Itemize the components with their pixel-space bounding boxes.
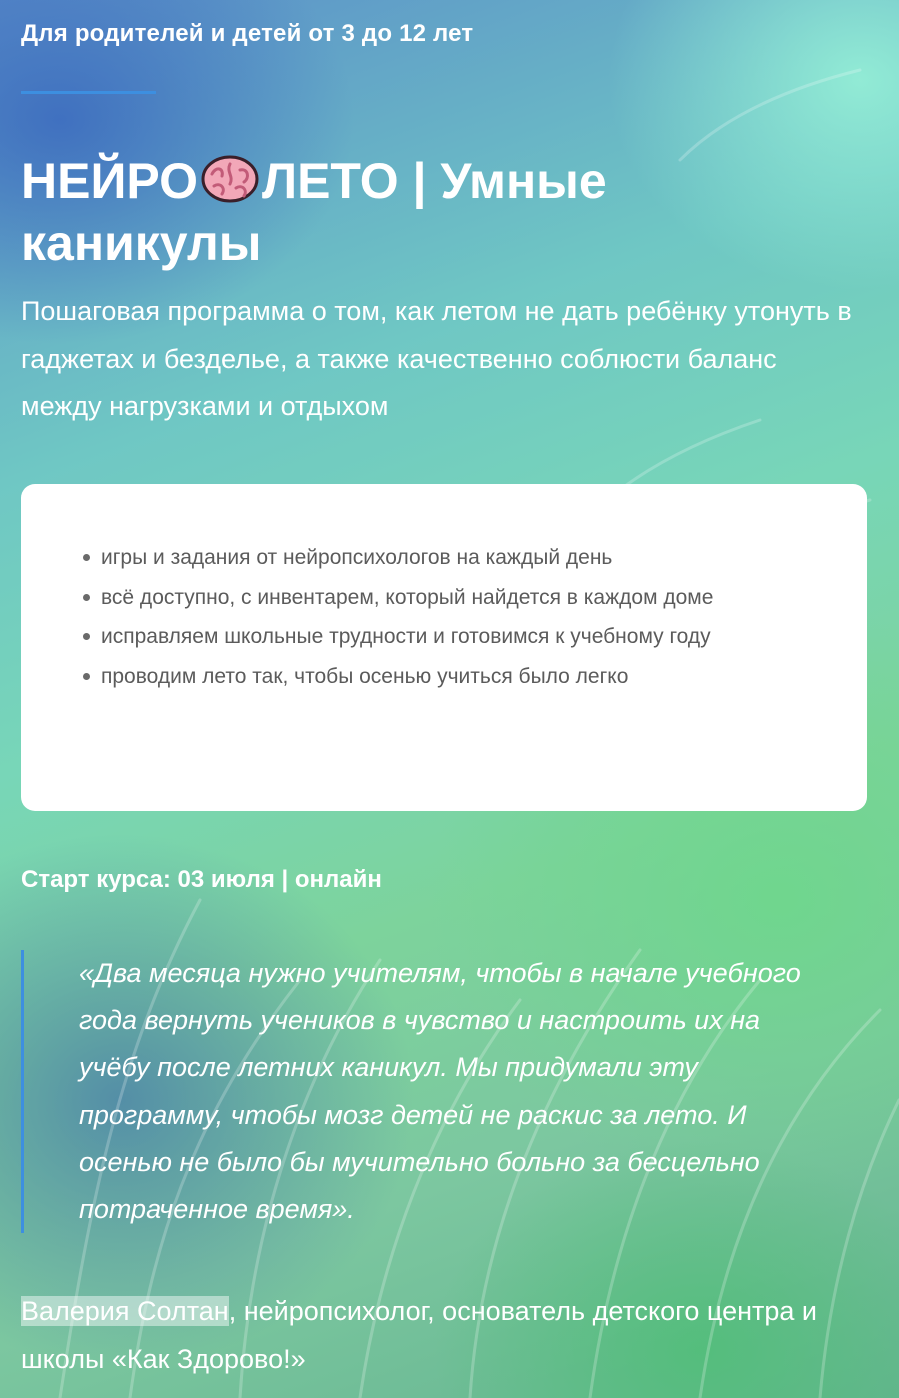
feature-item: всё доступно, с инвентарем, который найдется в каждом доме <box>101 578 821 618</box>
quote-accent-bar <box>21 950 24 1233</box>
features-list <box>101 538 821 696</box>
author-credit <box>21 1288 841 1383</box>
audience-label: Для родителей и детей от 3 до 12 лет <box>21 20 474 47</box>
quote-text: «Два месяца нужно учителям, чтобы в начале учебного года вернуть учеников в чувство и настроить их на учёбу после летних каникул. Мы придумали эту программу, чтобы мозг детей не раскис за лето. И осенью не было бы мучительно больно за бесцельно потраченное время». <box>79 958 801 1225</box>
feature-item: игры и задания от нейропсихологов на каждый день <box>101 538 821 578</box>
page-title <box>21 150 841 274</box>
feature-item: исправляем школьные трудности и готовимся к учебному году <box>101 617 821 657</box>
title-part1: НЕЙРО <box>21 153 198 209</box>
accent-divider <box>21 91 156 94</box>
features-card <box>21 484 867 811</box>
author-description: , нейропсихолог, основатель детского центра и школы «Как Здорово!» <box>21 1296 818 1374</box>
brain-icon <box>200 154 260 204</box>
course-start: Старт курса: 03 июля | онлайн <box>21 866 382 893</box>
author-name: Валерия Солтан <box>21 1296 229 1326</box>
feature-item: проводим лето так, чтобы осенью учиться было легко <box>101 657 821 697</box>
page-subtitle: Пошаговая программа о том, как летом не дать ребёнку утонуть в гаджетах и безделье, а также качественно соблюсти баланс между нагрузками и отдыхом <box>21 296 852 421</box>
title-part2: ЛЕТО | Умные каникулы <box>21 153 607 271</box>
